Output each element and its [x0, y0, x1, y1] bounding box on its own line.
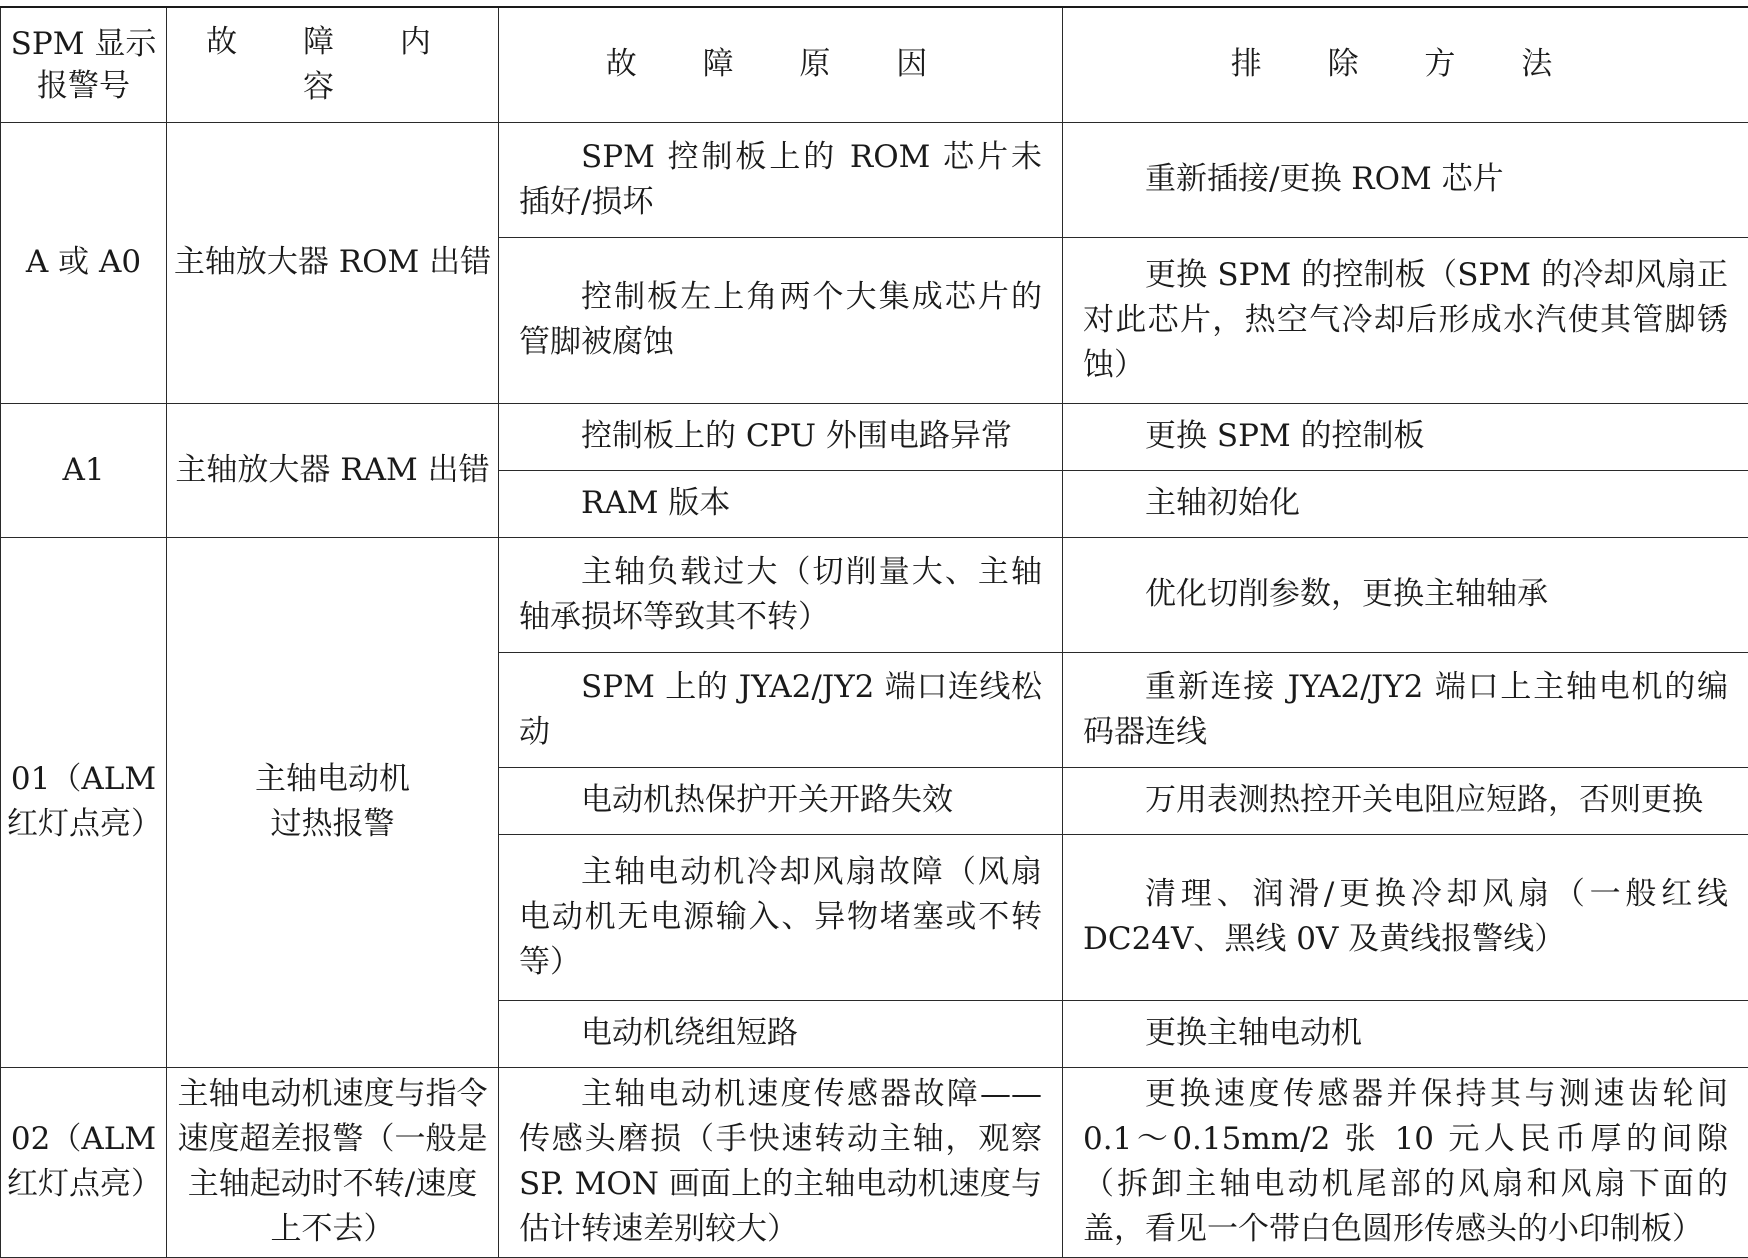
remedy: 重新插接/更换 ROM 芯片 — [1063, 122, 1748, 237]
alarm-code: 01（ALM 红灯点亮） — [1, 537, 167, 1067]
fault-cause: SPM 上的 JYA2/JY2 端口连线松动 — [499, 652, 1063, 767]
header-cause: 故 障 原 因 — [499, 7, 1063, 122]
remedy: 更换 SPM 的控制板 — [1063, 403, 1748, 470]
fault-cause: 主轴负载过大（切削量大、主轴轴承损坏等致其不转） — [499, 537, 1063, 652]
remedy: 重新连接 JYA2/JY2 端口上主轴电机的编码器连线 — [1063, 652, 1748, 767]
remedy: 优化切削参数，更换主轴轴承 — [1063, 537, 1748, 652]
remedy: 万用表测热控开关电阻应短路，否则更换 — [1063, 767, 1748, 834]
fault-cause: 控制板左上角两个大集成芯片的管脚被腐蚀 — [499, 237, 1063, 403]
header-fault: 故 障 内 容 — [167, 7, 499, 122]
table-row — [1, 537, 1748, 652]
alarm-code: A 或 A0 — [1, 122, 167, 403]
remedy: 更换速度传感器并保持其与测速齿轮间 0.1～0.15mm/2 张 10 元人民币厚的间隙（拆卸主轴电动机尾部的风扇和风扇下面的盖，看见一个带白色圆形传感头的小印制板） — [1063, 1067, 1748, 1257]
remedy: 主轴初始化 — [1063, 470, 1748, 537]
table-row — [1, 1067, 1748, 1257]
table-row — [1, 122, 1748, 237]
fault-content: 主轴电动机 过热报警 — [167, 537, 499, 1067]
fault-cause: 电动机热保护开关开路失效 — [499, 767, 1063, 834]
fault-content: 主轴放大器 ROM 出错 — [167, 122, 499, 403]
fault-cause: 电动机绕组短路 — [499, 1000, 1063, 1067]
remedy: 更换 SPM 的控制板（SPM 的冷却风扇正对此芯片，热空气冷却后形成水汽使其管脚锈蚀） — [1063, 237, 1748, 403]
fault-content: 主轴电动机速度与指令速度超差报警（一般是主轴起动时不转/速度上不去） — [167, 1067, 499, 1257]
remedy: 清理、润滑/更换冷却风扇（一般红线 DC24V、黑线 0V 及黄线报警线） — [1063, 834, 1748, 1000]
alarm-table — [0, 6, 1748, 1258]
fault-content: 主轴放大器 RAM 出错 — [167, 403, 499, 537]
table-row — [1, 403, 1748, 470]
fault-cause: SPM 控制板上的 ROM 芯片未插好/损坏 — [499, 122, 1063, 237]
alarm-code: 02（ALM 红灯点亮） — [1, 1067, 167, 1257]
fault-cause: 主轴电动机速度传感器故障——传感头磨损（手快速转动主轴，观察 SP. MON 画面上的主轴电动机速度与估计转速差别较大） — [499, 1067, 1063, 1257]
header-remedy: 排 除 方 法 — [1063, 7, 1748, 122]
fault-cause: RAM 版本 — [499, 470, 1063, 537]
header-alarm-code: SPM 显示 报警号 — [1, 7, 167, 122]
alarm-code: A1 — [1, 403, 167, 537]
fault-cause: 主轴电动机冷却风扇故障（风扇电动机无电源输入、异物堵塞或不转等） — [499, 834, 1063, 1000]
header-row — [1, 7, 1748, 122]
fault-cause: 控制板上的 CPU 外围电路异常 — [499, 403, 1063, 470]
remedy: 更换主轴电动机 — [1063, 1000, 1748, 1067]
